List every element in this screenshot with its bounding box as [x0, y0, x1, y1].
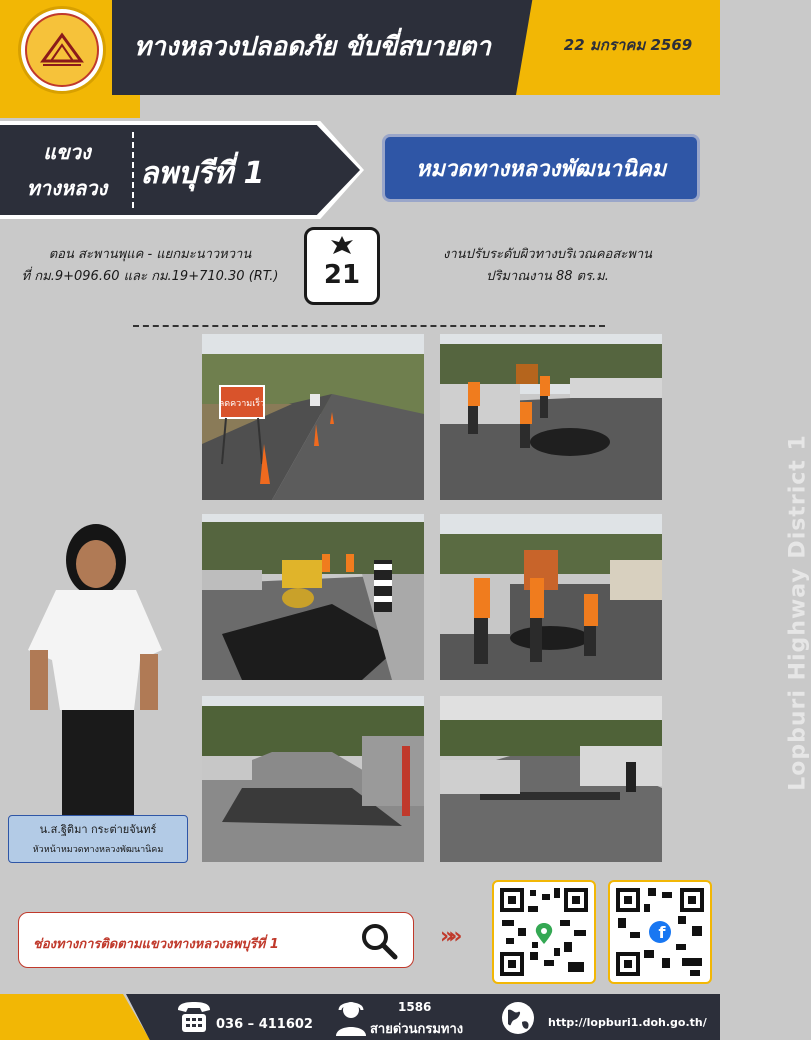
district-name: ลพบุรีที่ 1: [140, 156, 265, 191]
route-number-sign: [304, 227, 380, 305]
unit-name-box: หมวดทางหลวงพัฒนานิคม: [382, 134, 700, 202]
road-sign-text: ลดความเร็ว: [218, 399, 266, 409]
photo-bridge-finished-1: [202, 696, 424, 862]
route-section-line2: ที่ กม.9+096.60 และ กม.19+710.30 (RT.): [21, 269, 279, 284]
qr-map-pattern: [498, 886, 590, 978]
chevron-right-icon: »»: [440, 924, 457, 949]
official-name: น.ส.ฐิติมา กระต่ายจันทร์: [39, 823, 157, 836]
headset-user-icon: [334, 998, 368, 1036]
logo-emblem-icon: [25, 13, 99, 87]
globe-icon: [500, 1000, 536, 1036]
photo-workers-asphalt-1: [440, 334, 662, 500]
department-logo: [18, 6, 106, 94]
route-section-line1: ตอน สะพานพุแค - แยกมะนาวหวาน: [48, 247, 252, 262]
footer-hotline-number[interactable]: 1586: [398, 1000, 432, 1014]
work-description-line2: ปริมาณงาน 88 ตร.ม.: [486, 269, 609, 284]
footer-website-link[interactable]: http://lopburi1.doh.go.th/: [548, 1016, 707, 1029]
qr-facebook-pattern: [614, 886, 706, 978]
district-divider: [132, 132, 134, 208]
photo-road-roller: [202, 514, 424, 680]
section-divider: [133, 325, 605, 327]
district-label-line1: แขวง: [43, 140, 91, 164]
follow-channel-text: ช่องทางการติดตามแขวงทางหลวงลพบุรีที่ 1: [33, 937, 279, 952]
official-portrait: [22, 520, 168, 820]
search-icon: [359, 921, 399, 961]
official-name-tag: [8, 815, 188, 863]
work-description-line1: งานปรับระดับผิวทางบริเวณคอสะพาน: [442, 247, 653, 262]
qr-code-map[interactable]: [492, 880, 596, 984]
photo-bridge-finished-2: [440, 696, 662, 862]
district-label-line2: ทางหลวง: [26, 176, 108, 200]
footer-hotline-label: สายด่วนกรมทาง: [370, 1022, 464, 1037]
publish-date: 22 มกราคม 2569: [563, 36, 693, 54]
follow-channel-box[interactable]: [18, 912, 414, 968]
official-title: หัวหน้าหมวดทางหลวงพัฒนานิคม: [32, 845, 164, 855]
route-section: [0, 244, 300, 288]
svg-text:f: f: [658, 923, 666, 942]
page-title: ทางหลวงปลอดภัย ขับขี่สบายตา: [134, 32, 491, 62]
footer-phone[interactable]: 036 – 411602: [216, 1017, 313, 1032]
qr-code-facebook[interactable]: [608, 880, 712, 984]
photo-workers-asphalt-2: [440, 514, 662, 680]
route-number: 21: [323, 260, 361, 290]
phone-icon: [176, 1000, 212, 1034]
work-description: [395, 244, 700, 288]
garuda-icon: [329, 234, 355, 260]
photo-road-sign-cones: [202, 334, 424, 500]
footer-yellow-block: [0, 994, 150, 1040]
district-label: [8, 134, 126, 206]
district-watermark: Lopburi Highway District 1: [785, 434, 811, 791]
